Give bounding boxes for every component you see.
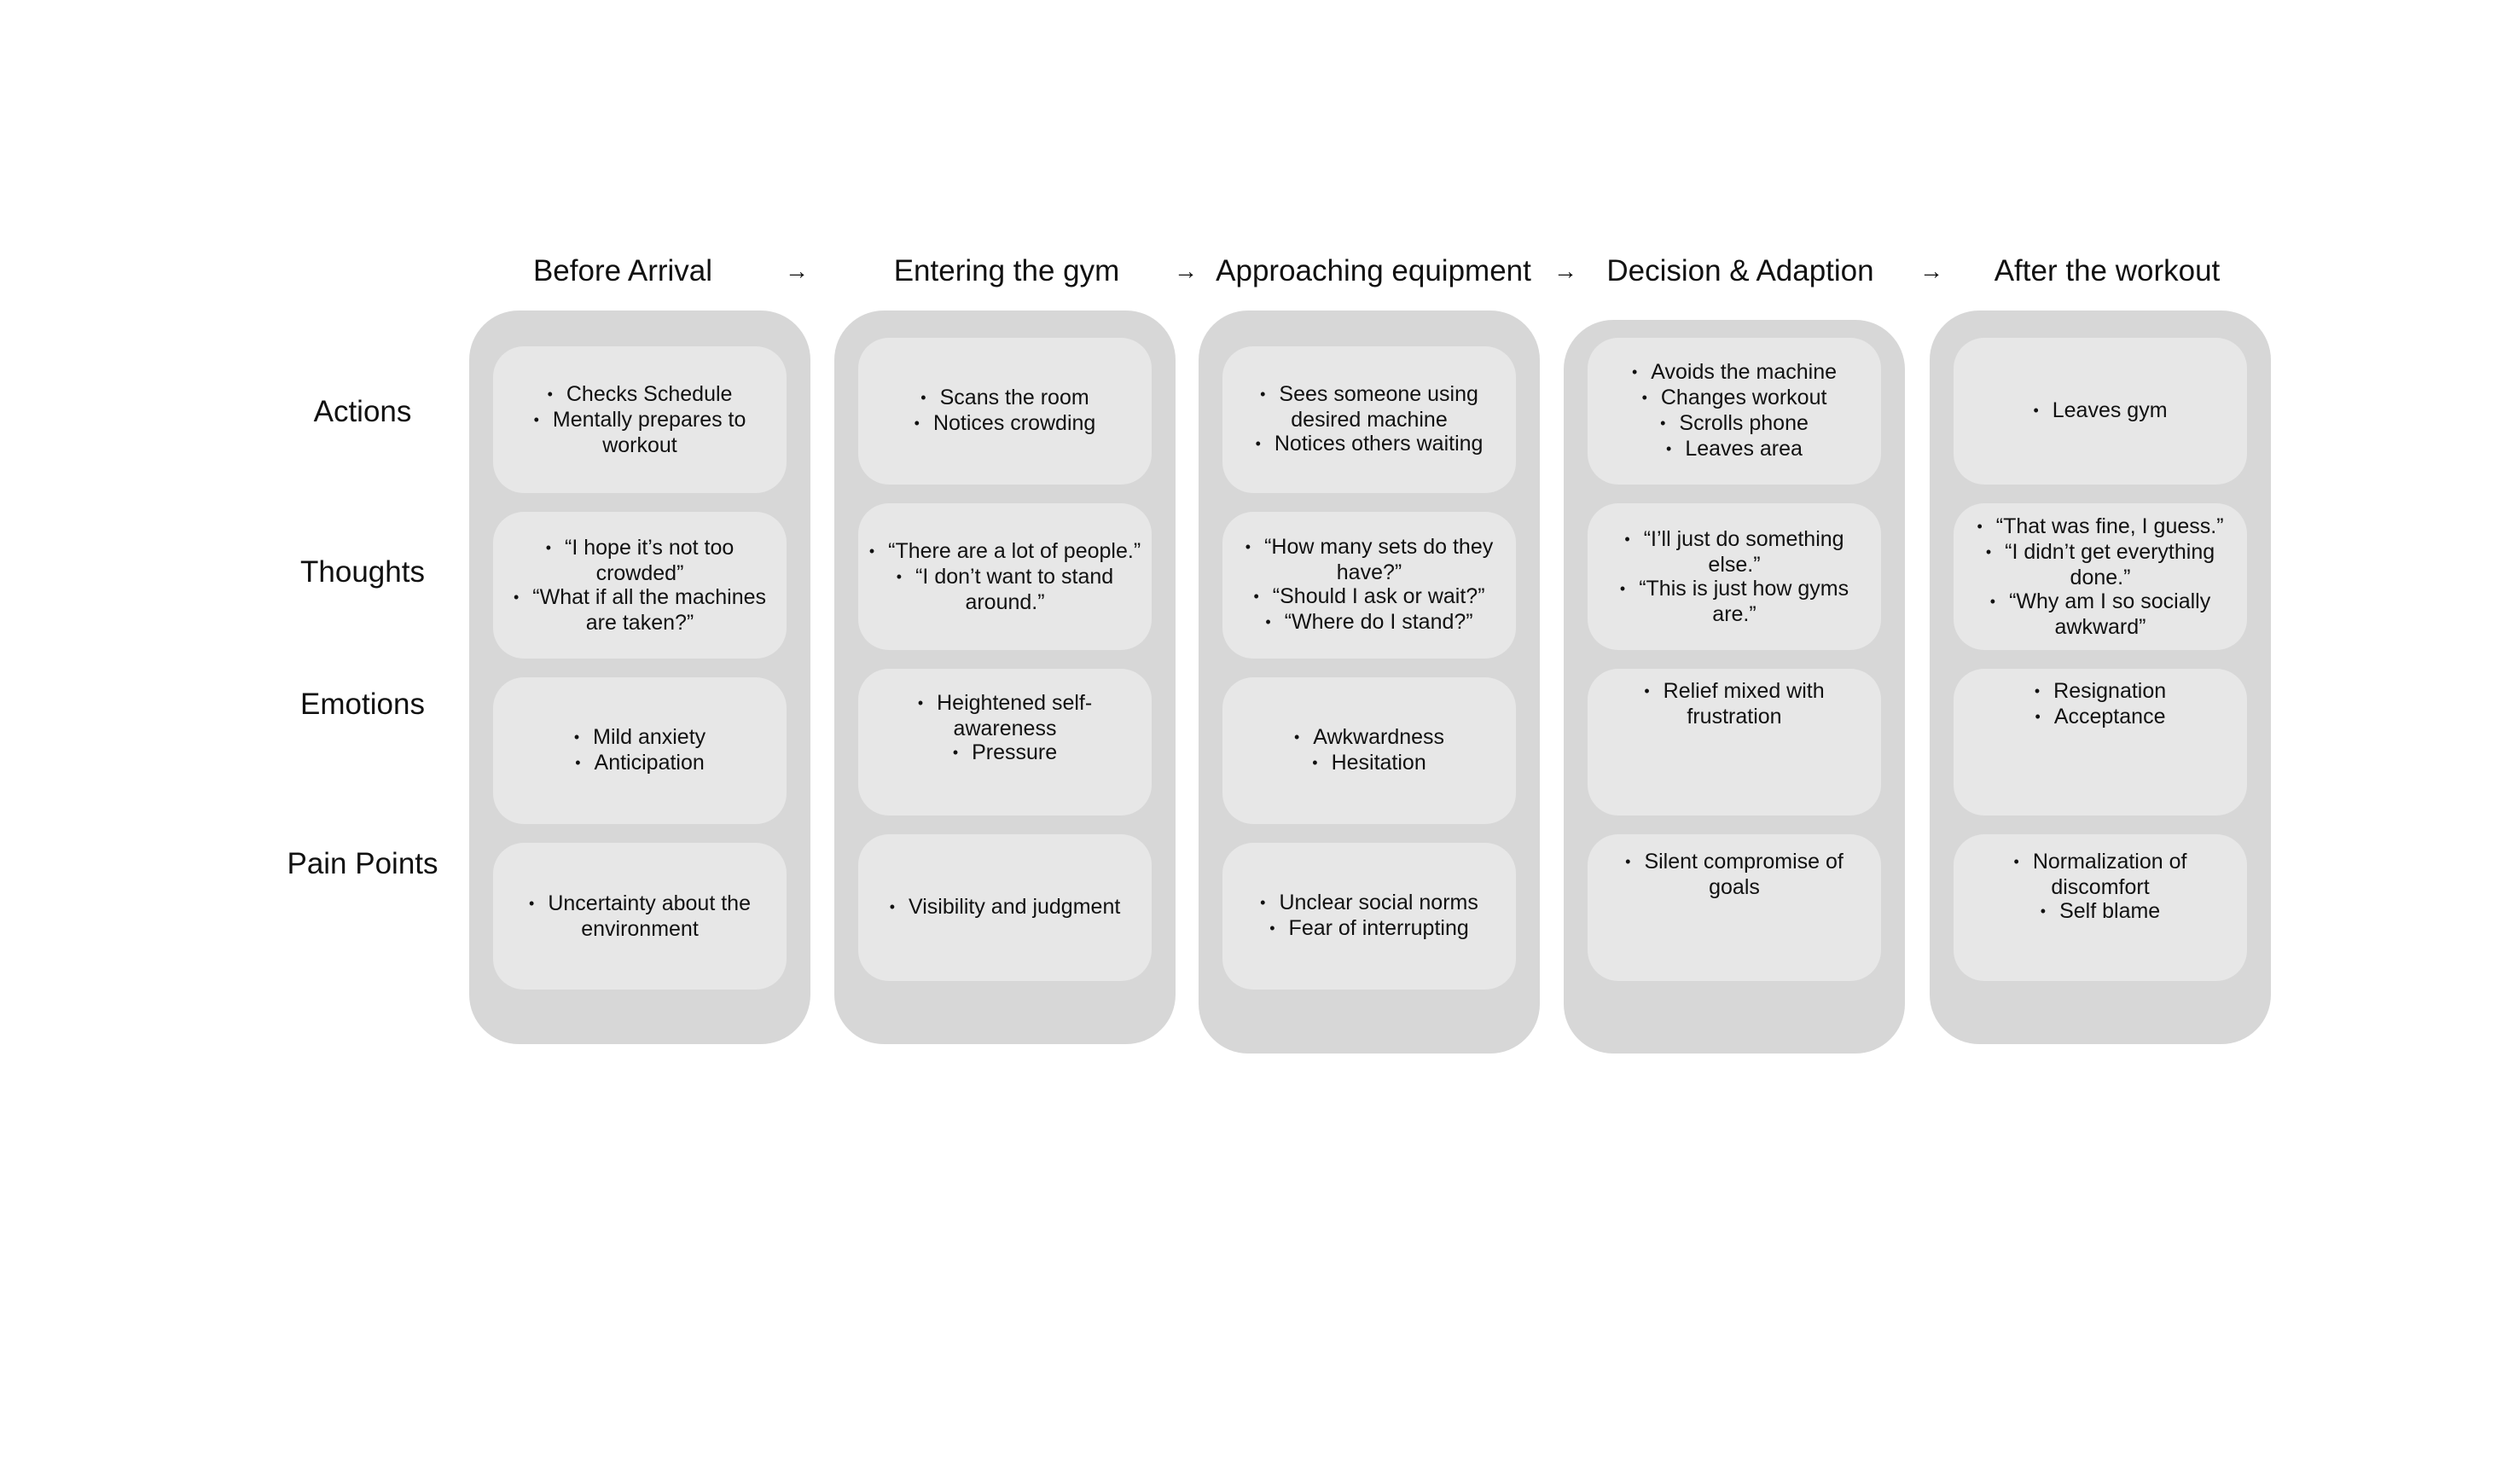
thoughts-card [493, 512, 787, 659]
emotions-card [493, 677, 787, 824]
pain-points-card [1588, 834, 1881, 981]
pain-points-card [1222, 843, 1516, 990]
list-item: • “I’ll just do something else.” [1598, 527, 1871, 577]
stage-column-entering-gym [834, 311, 1176, 1044]
list-item: • Sees someone using desired machine [1233, 382, 1506, 432]
arrow-icon: → [1553, 258, 1577, 284]
stage-title-decision-adaption: Decision & Adaption [1606, 254, 1874, 287]
list-item: • Heightened self-awareness [868, 691, 1141, 740]
stage-column-decision-adaption [1564, 320, 1905, 1054]
list-item: • Acceptance [2035, 705, 2166, 730]
list-item: • Resignation [2035, 679, 2166, 705]
stage-title-approaching-equipment: Approaching equipment [1216, 254, 1531, 287]
list-item: • Self blame [2041, 899, 2160, 925]
pain-points-card [1954, 834, 2247, 981]
list-item: • Scrolls phone [1660, 411, 1809, 437]
list-item: • “I didn’t get everything done.” [1964, 540, 2237, 589]
list-item: • Checks Schedule [548, 382, 733, 408]
list-item: • “I hope it’s not too crowded” [503, 536, 776, 585]
stage-title-after-workout: After the workout [1994, 254, 2221, 287]
emotions-card [1954, 669, 2247, 816]
list-item: • Leaves gym [2033, 398, 2167, 424]
list-item: • “This is just how gyms are.” [1598, 577, 1871, 626]
list-item: • “I don’t want to stand around.” [868, 565, 1141, 614]
pain-points-card [858, 834, 1152, 981]
list-item: • Fear of interrupting [1269, 916, 1469, 942]
list-item: • Hesitation [1312, 751, 1425, 776]
row-label-pain-points: Pain Points [287, 847, 438, 880]
list-item: • “Where do I stand?” [1265, 610, 1472, 636]
emotions-card [858, 669, 1152, 816]
stage-column-after-workout [1930, 311, 2271, 1044]
row-label-actions: Actions [313, 395, 412, 428]
list-item: • Visibility and judgment [890, 895, 1121, 920]
list-item: • Avoids the machine [1632, 360, 1837, 386]
stage-column-approaching-equipment [1199, 311, 1540, 1054]
arrow-icon: → [1174, 258, 1198, 284]
actions-card [1588, 338, 1881, 485]
row-label-thoughts: Thoughts [300, 555, 425, 589]
list-item: • “Should I ask or wait?” [1253, 584, 1484, 610]
list-item: • Uncertainty about the environment [503, 891, 776, 941]
arrow-icon: → [785, 258, 809, 284]
list-item: • Scans the room [920, 386, 1089, 411]
list-item: • “Why am I so socially awkward” [1964, 589, 2237, 639]
list-item: • Notices crowding [915, 411, 1096, 437]
stage-column-before-arrival [469, 311, 810, 1044]
list-item: • Changes workout [1642, 386, 1827, 411]
thoughts-card [1222, 512, 1516, 659]
thoughts-card [1588, 503, 1881, 650]
row-label-emotions: Emotions [300, 688, 425, 721]
arrow-icon: → [1919, 258, 1943, 284]
list-item: • Silent compromise of goals [1598, 850, 1871, 899]
stage-title-before-arrival: Before Arrival [532, 254, 713, 287]
list-item: • “There are a lot of people.” [869, 539, 1141, 565]
pain-points-card [493, 843, 787, 990]
list-item: • Leaves area [1666, 437, 1803, 462]
emotions-card [1588, 669, 1881, 816]
list-item: • Mild anxiety [574, 725, 705, 751]
stage-title-entering-gym: Entering the gym [893, 254, 1120, 287]
actions-card [858, 338, 1152, 485]
thoughts-card [858, 503, 1152, 650]
list-item: • Unclear social norms [1260, 891, 1478, 916]
list-item: • Mentally prepares to workout [503, 408, 776, 457]
list-item: • “That was fine, I guess.” [1977, 514, 2223, 540]
list-item: • “How many sets do they have?” [1233, 535, 1506, 584]
list-item: • “What if all the machines are taken?” [503, 585, 776, 635]
list-item: • Awkwardness [1294, 725, 1444, 751]
list-item: • Pressure [953, 740, 1057, 766]
list-item: • Relief mixed with frustration [1598, 679, 1871, 728]
actions-card [493, 346, 787, 493]
emotions-card [1222, 677, 1516, 824]
list-item: • Notices others waiting [1256, 432, 1484, 457]
list-item: • Anticipation [575, 751, 705, 776]
actions-card [1222, 346, 1516, 493]
list-item: • Normalization of discomfort [1964, 850, 2237, 899]
actions-card [1954, 338, 2247, 485]
thoughts-card [1954, 503, 2247, 650]
